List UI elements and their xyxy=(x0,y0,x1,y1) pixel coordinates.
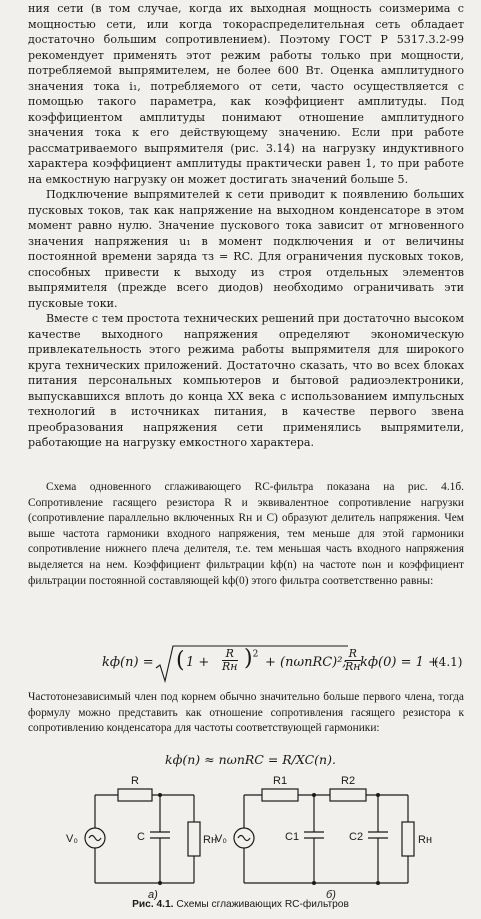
eq-one: 1 + xyxy=(186,655,210,670)
paragraph: Частотонезависимый член под корнем обычно значительно больше первого члена, тогда формулу можно представить как отношение сопротивления гасящего резистора к сопротивлению конденсатора для частоты соответствующей гармоники: xyxy=(28,691,464,735)
eq-tail: + (nωпRC)²; xyxy=(265,655,347,670)
equation-4-1: kф(n) = ( 1 + R Rн )$^2$ + (nωпRC)²; kф(0) = 1 + (4.1) xyxy=(0,644,481,684)
resistor-r-icon xyxy=(118,789,152,801)
text-block-top xyxy=(28,1,464,451)
resistor-r1-icon xyxy=(262,789,298,801)
caption-number: Рис. 4.1. xyxy=(132,899,174,910)
caption-text: Схемы сглаживающих RC-фильтров xyxy=(176,899,349,910)
label-a: а) xyxy=(148,889,158,900)
eq-k0: kф(0) = 1 + xyxy=(360,655,439,670)
paragraph: ния сети (в том случае, когда их выходная мощность соизмерима с мощностью сети, или когда токораспределительная сеть обладает достаточно большим сопротивлением). Поэтому ГОСТ Р 5317.3.2-99 рекомендует применять этот режим работы только при мощности, потребляемой выпрямителем, не более 600 Вт. Оценка амплитудного значения тока i₁, потребляемого от сети, часто осуществляется с помощью такого параметра, как коэффициент амплитуды. Под коэффициентом амплитуды понимают отношение амплитудного значения тока к его действующему значению. Если при работе рассматриваемого выпрямителя (рис. 3.14) на нагрузку индуктивного характера коэффициент амплитуды практически равен 1, то при работе на емкостную нагрузку он может достигать значений больше 5. xyxy=(28,2,464,186)
paragraph: Вместе с тем простота технических решений при достаточно высоком качестве выходного напряжения определяют экономическую привлекательность этого режима работы выпрямителя для широкого круга технических приложений. Достаточно сказать, что во всех блоках питания персональных компьютеров и бытовой радиоэлектроники, выпускавшихся вплоть до конца XX века с использованием импульсных технологий в источниках питания, в качестве первого звена преобразования напряжения сети применялись выпрямители, работающие на нагрузку емкостного характера. xyxy=(28,312,464,449)
equation-approx: kф(n) ≈ nωпRC = R/XC(n). xyxy=(165,752,336,767)
label-r1: R1 xyxy=(273,775,288,787)
label-v0: V₀ xyxy=(66,833,78,845)
label-rn: Rн xyxy=(418,834,433,846)
text-block-after-eq xyxy=(28,690,464,737)
label-rn: Rн xyxy=(203,834,218,846)
label-r2: R2 xyxy=(341,775,356,787)
label-c2: C2 xyxy=(349,831,364,843)
eq-lhs: kф(n) = xyxy=(102,655,154,670)
resistor-rn-icon xyxy=(402,822,414,856)
text-block-bottom xyxy=(28,480,464,589)
equation-number: (4.1) xyxy=(434,655,463,669)
label-v0: V₀ xyxy=(215,833,227,845)
radical-bar xyxy=(173,644,348,648)
label-b: б) xyxy=(326,889,336,900)
radical-sign-icon xyxy=(155,644,175,684)
label-r: R xyxy=(131,775,139,787)
fraction-k0: R Rн xyxy=(345,647,361,673)
fraction-r-rn: R Rн xyxy=(222,647,238,673)
label-c1: C1 xyxy=(285,831,300,843)
label-c: C xyxy=(137,831,145,843)
figure-caption xyxy=(0,899,481,910)
resistor-r2-icon xyxy=(330,789,366,801)
paragraph: Подключение выпрямителей к сети приводит к появлению больших пусковых токов, так как напряжение на выходном конденсаторе в этом момент равно нулю. Значение пускового тока зависит от мгновенного значения напряжения u₁ в момент подключения и от величины постоянной времени заряда τз = RC. Для ограничения пусковых токов, способных привести к выходу из строя отдельных элементов выпрямителя (прежде всего диодов) необходимо ограничивать эти пусковые токи. xyxy=(28,188,464,310)
circuit-diagram xyxy=(0,770,481,900)
paragraph: Схема одновенного сглаживающего RC-фильтра показана на рис. 4.1б. Сопротивление гасящего резистора R и эквивалентное сопротивление нагрузки (сопротивление параллельно включенных Rн и C) образуют делитель напряжения. Чем выше частота гармоники входного напряжения, тем меньше для этой гармоники сопротивление нижнего плеча делителя, т.е. тем меньшая часть входного напряжения выделяется на нем. Коэффициент фильтрации kф(n) на частоте nωн и коэффициент фильтрации постоянной составляющей kф(0) этого фильтра соответственно равны: xyxy=(28,481,464,587)
resistor-rn-icon xyxy=(188,822,200,856)
